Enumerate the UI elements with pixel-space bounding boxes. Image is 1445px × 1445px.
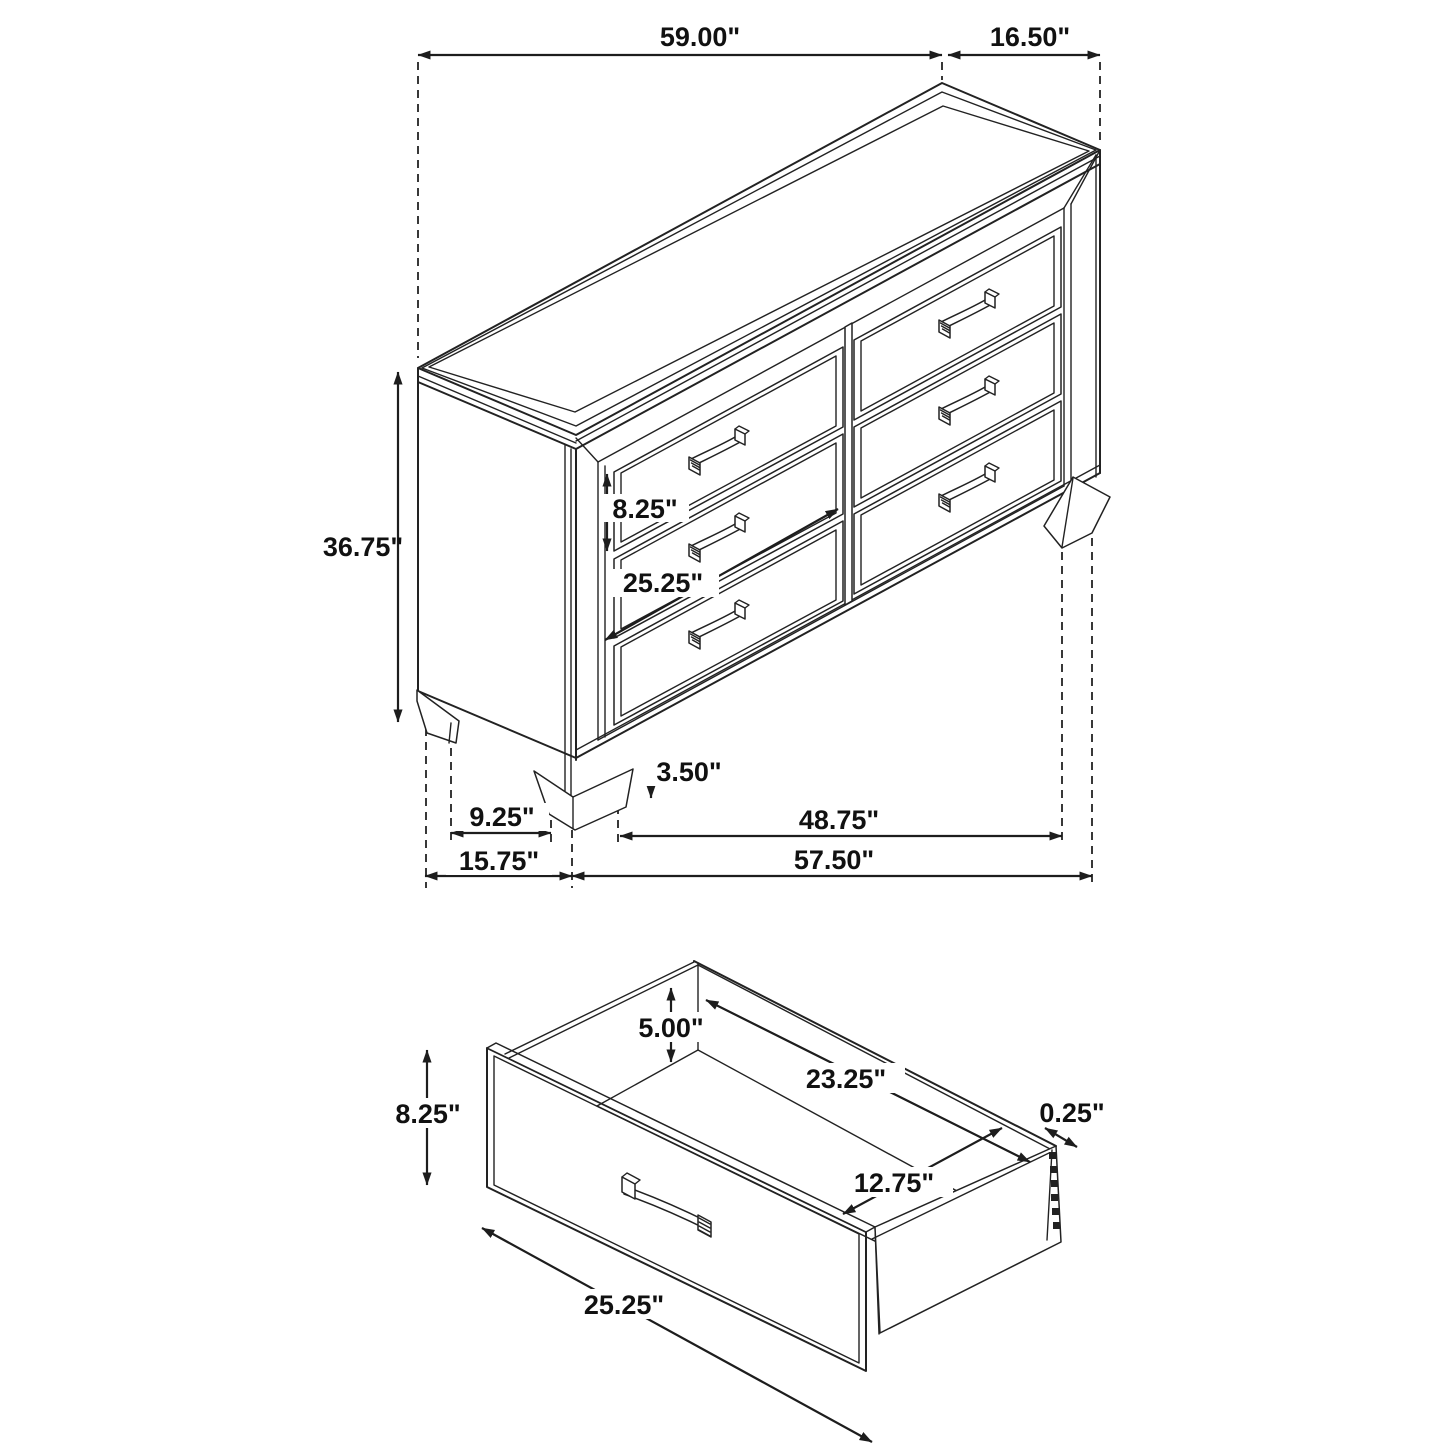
dim-drawer-front-height: 8.25" bbox=[395, 1099, 461, 1129]
dim-side-foot-span: 9.25" bbox=[469, 802, 535, 832]
dim-drawer-inner-height: 5.00" bbox=[638, 1013, 704, 1043]
dim-front-foot-span: 48.75" bbox=[798, 805, 880, 835]
dim-dresser-depth: 16.50" bbox=[989, 22, 1071, 52]
dresser-view bbox=[323, 22, 1110, 888]
dim-dresser-width: 59.00" bbox=[659, 22, 741, 52]
drawer-view bbox=[384, 961, 1105, 1442]
dim-drawerface-width: 25.25" bbox=[622, 568, 704, 598]
dim-drawer-thickness: 0.25" bbox=[1039, 1098, 1105, 1128]
dim-drawerface-height: 8.25" bbox=[612, 494, 678, 524]
dim-drawer-inner-depth: 12.75" bbox=[853, 1168, 935, 1198]
dim-side-overall: 15.75" bbox=[458, 846, 540, 876]
dim-drawer-front-width: 25.25" bbox=[583, 1290, 665, 1320]
dim-foot-height: 3.50" bbox=[656, 757, 722, 787]
dim-front-feet-overall: 57.50" bbox=[793, 845, 875, 875]
dim-dresser-height: 36.75" bbox=[322, 532, 404, 562]
dim-drawer-inner-length: 23.25" bbox=[805, 1064, 887, 1094]
